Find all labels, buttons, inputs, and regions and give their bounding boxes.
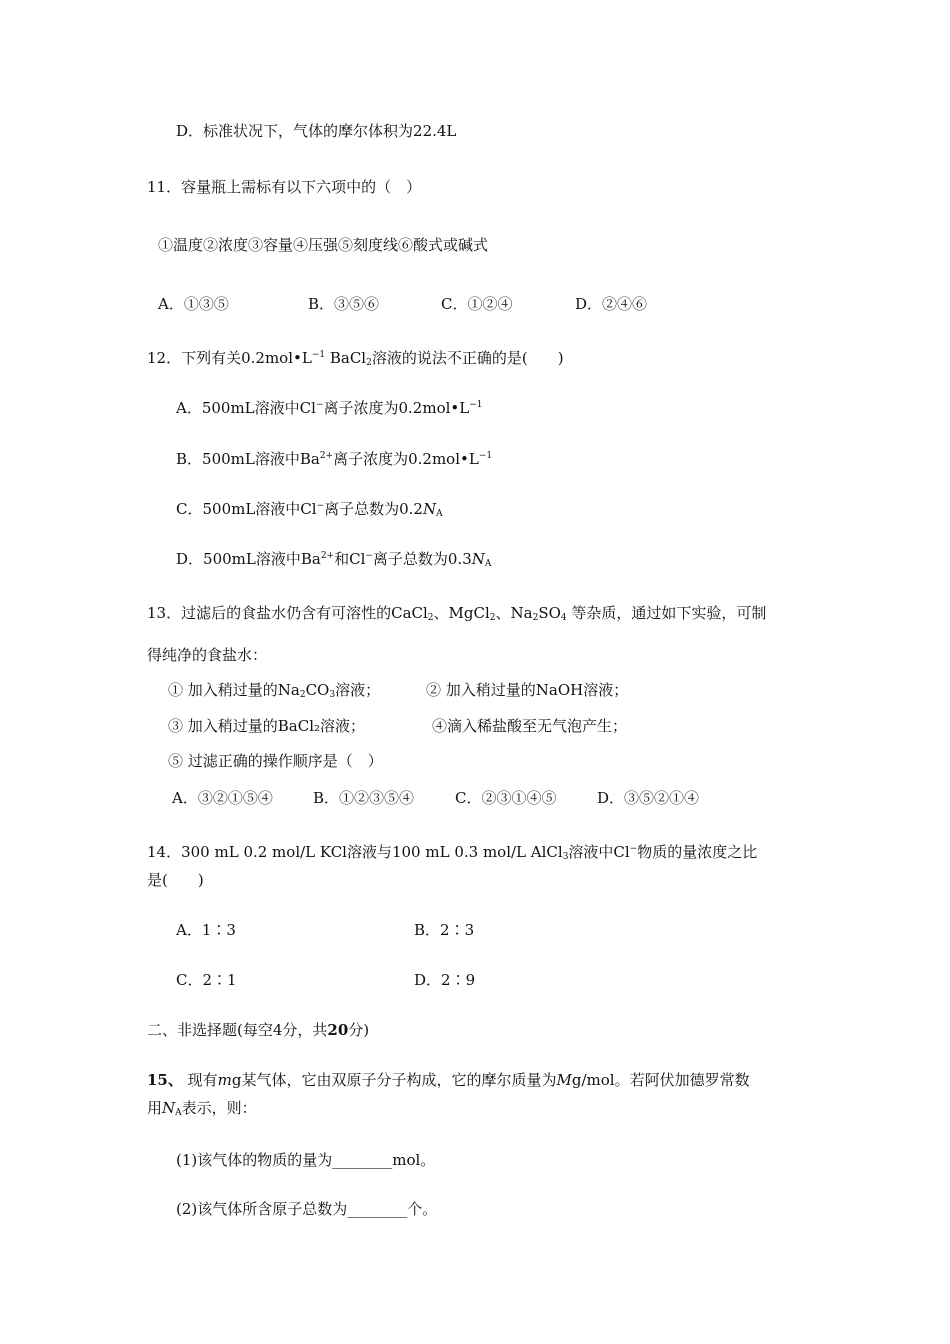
q13-step-4: ④滴入稀盐酸至无气泡产生；: [432, 717, 628, 735]
q11-option-a: A．①③⑤: [158, 295, 229, 313]
q11-option-c: C．①②④: [441, 295, 513, 313]
q14-option-d: D．2∶9: [414, 971, 476, 989]
q15-stem-line2: 用$N_A$表示，则：: [147, 1099, 257, 1118]
q11-stem: 11．容量瓶上需标有以下六项中的（ ）: [147, 178, 422, 196]
q11-option-d: D．②④⑥: [575, 295, 648, 313]
q13-stem-line1: 13．过滤后的食盐水仍含有可溶性的CaCl$_2$、MgCl$_2$、$Na_2SO_4$ 等杂质，通过如下实验，可制: [147, 604, 767, 623]
q14-option-b: B．2∶3: [414, 921, 475, 939]
q11-option-b: B．③⑤⑥: [308, 295, 380, 313]
section-2-heading: 二、非选择题(每空4分，共20分): [147, 1021, 370, 1039]
q13-option-d: D．③⑤②①④: [597, 789, 700, 807]
q12-option-d: D．500mL溶液中$Ba^{2+}$和Cl−离子总数为$0.3N_A$: [176, 550, 492, 569]
q12-stem: 12．下列有关$0.2mol•L^{-1}$ BaCl$_2$溶液的说法不正确的是( ): [147, 349, 564, 368]
q13-options: [172, 788, 699, 808]
q14-option-a: A．1∶3: [176, 921, 236, 939]
q10-option-d: D．标准状况下，气体的摩尔体积为22.4L: [176, 122, 457, 140]
q14-options-row2: [176, 970, 475, 990]
q14-options-row1: [176, 920, 474, 940]
q15-part-1: (1)该气体的物质的量为________mol。: [176, 1151, 436, 1169]
q13-step-row2: [168, 716, 627, 736]
q13-step-5: ⑤ 过滤正确的操作顺序是（ ）: [168, 752, 383, 770]
q13-option-b: B．①②③⑤④: [313, 789, 415, 807]
q11-items: ①温度②浓度③容量④压强⑤刻度线⑥酸式或碱式: [158, 236, 489, 254]
q12-option-a: A．500mL溶液中Cl−离子浓度为$0.2mol•L^{-1}$: [176, 399, 483, 417]
q13-step-2: ② 加入稍过量的NaOH溶液；: [426, 681, 629, 699]
q11-options: [158, 294, 647, 314]
q13-step-3: ③ 加入稍过量的BaCl₂溶液；: [168, 717, 366, 735]
q13-step-row1: [168, 680, 628, 700]
q12-option-b: B．500mL溶液中$Ba^{2+}$离子浓度为$0.2mol•L^{-1}$: [176, 450, 493, 468]
q13-option-c: C．②③①④⑤: [455, 789, 557, 807]
q13-step-1: ① 加入稍过量的$Na_2CO_3$溶液；: [168, 681, 381, 700]
q14-option-c: C．2∶1: [176, 971, 237, 989]
q15-stem-line1: 15、 现有mg某气体，它由双原子分子构成，它的摩尔质量为Mg/mol。若阿伏加德罗常数: [147, 1071, 750, 1089]
q12-option-c: C．500mL溶液中Cl−离子总数为$0.2N_A$: [176, 500, 443, 519]
q15-part-2: (2)该气体所含原子总数为________个。: [176, 1200, 438, 1218]
q13-option-a: A．③②①⑤④: [172, 789, 273, 807]
q14-stem-line1: 14．300 mL 0.2 mol/L KCl溶液与100 mL 0.3 mol/L AlCl$_3$溶液中Cl−物质的量浓度之比: [147, 843, 758, 862]
q13-stem-line2: 得纯净的食盐水：: [147, 646, 268, 664]
q14-stem-line2: 是( ): [147, 871, 204, 889]
